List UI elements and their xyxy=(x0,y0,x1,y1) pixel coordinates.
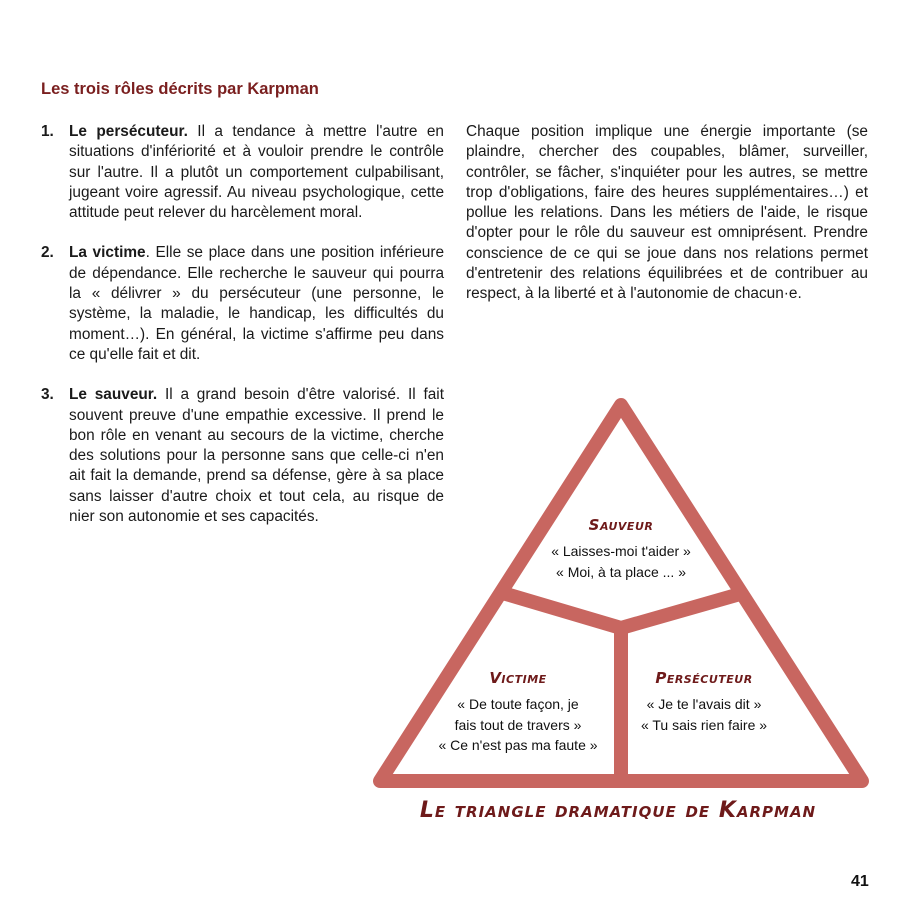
item-text: . Elle se place dans une position inférieure de dépendance. Elle recherche le sauveur qui pourra la « délivrer » du persécuteur (une personne, le système, la maladie, le handicap, les difficultés du moment…). En général, la victime s'affirme peu dans ce qu'elle fait et dit. xyxy=(69,244,445,363)
role-sauveur xyxy=(521,515,721,582)
item-term: La victime xyxy=(69,244,146,262)
role-quote: « Laisses-moi t'aider » xyxy=(551,543,691,559)
item-text: Il a tendance à mettre l'autre en situations d'infériorité et à vouloir prendre le contrôle sur l'autre. Il a plutôt un comportement culpabilisant, jugeant voire agressif. Au niveau psychologique, cette attitude peut relever du harcèlement moral. xyxy=(69,123,444,222)
section-heading: Les trois rôles décrits par Karpman xyxy=(41,80,319,98)
role-quote: « De toute façon, je xyxy=(457,696,579,712)
role-quote: « Moi, à ta place ... » xyxy=(556,563,686,580)
page-number: 41 xyxy=(851,873,869,890)
item-number: 1. xyxy=(41,123,54,140)
item-term: Le persécuteur. xyxy=(69,123,188,140)
list-item-victime xyxy=(41,243,444,365)
roles-list xyxy=(41,122,444,547)
item-text: Il a grand besoin d'être valorisé. Il fait souvent preuve d'une empathie excessive. Il prend le bon rôle en venant au secours de la victime, cherche des solutions pour la personne sans que celle-ci n'en ait fait la demande, prend sa défense, gère à sa place sans laisser d'autre choix et tout cela, au risque de nier son autonomie et ses capacités. xyxy=(69,386,444,526)
item-number: 3. xyxy=(41,386,54,404)
role-title: Sauveur xyxy=(588,516,654,534)
diagram-caption: Le triangle dramatique de Karpman xyxy=(419,798,817,823)
role-title: Victime xyxy=(489,669,547,687)
explanation-paragraph: Chaque position implique une énergie importante (se plaindre, chercher des coupables, blâmer, surveiller, contrôler, se fâcher, s'inquiéter pour les autres, se mettre trop d'obligations, faire des heures supplémentaires…) et pollue les relations. Dans les métiers de l'aide, le risque d'opter pour le rôle du sauveur est omniprésent. Prendre conscience de ce qui se joue dans nos relations permet d'entretenir des relations équilibrées et de contribuer au respect, à la liberté et à l'autonomie de chacun·e. xyxy=(466,123,868,303)
item-number: 2. xyxy=(41,244,54,262)
list-item-persecuteur xyxy=(41,122,444,223)
triangle-divider-top xyxy=(506,594,740,628)
role-quote: « Tu sais rien faire » xyxy=(640,716,768,733)
role-quote: « Ce n'est pas ma faute » xyxy=(438,737,598,753)
role-quote: « Je te l'avais dit » xyxy=(646,696,762,712)
list-item-sauveur xyxy=(41,385,444,527)
role-victime xyxy=(418,668,618,756)
role-quote: fais tout de travers » xyxy=(454,716,582,733)
item-term: Le sauveur. xyxy=(69,386,158,404)
role-title: Persécuteur xyxy=(655,669,753,687)
role-persecuteur xyxy=(604,668,804,735)
